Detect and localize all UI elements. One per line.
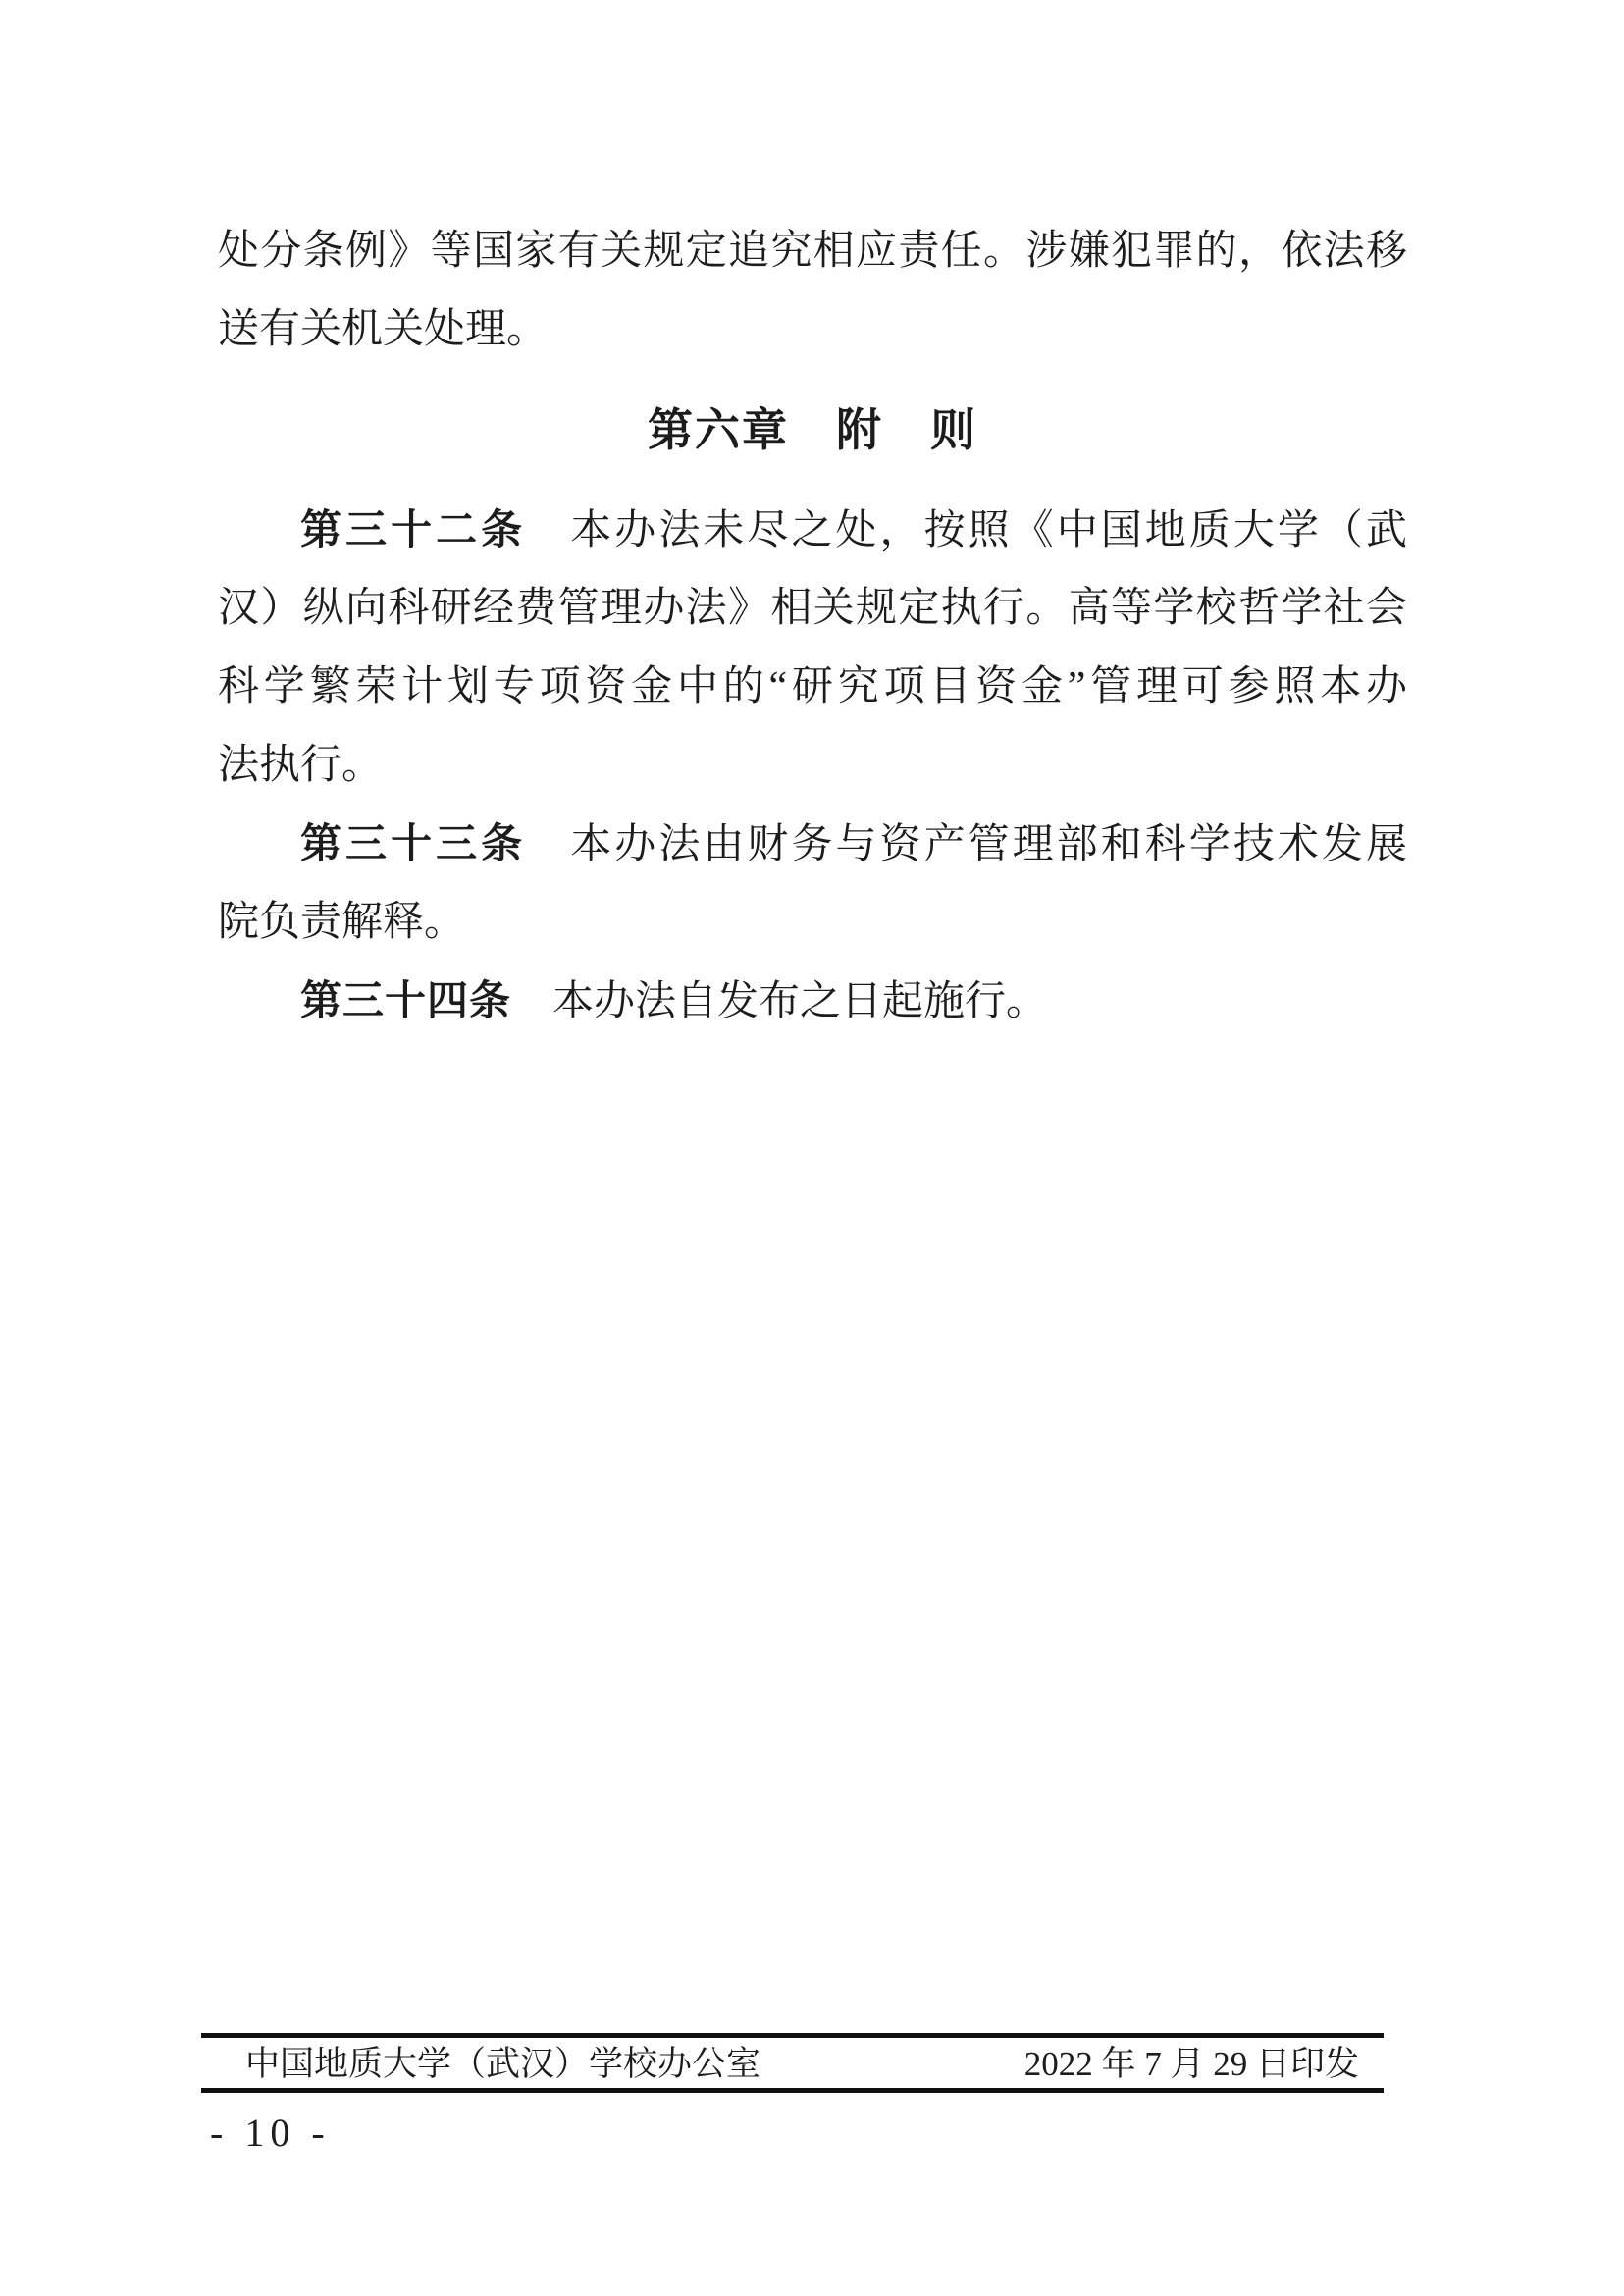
footer-rule-bottom — [201, 2088, 1384, 2093]
article-32-text-1: 本办法未尽之处，按照《中国地质大学（武 — [526, 508, 1407, 553]
document-body — [218, 212, 1407, 1040]
article-33-line-1 — [218, 805, 1407, 883]
article-32-line-2: 汉）纵向科研经费管理办法》相关规定执行。高等学校哲学社会 — [218, 586, 1407, 631]
article-32-line-3: 科学繁荣计划专项资金中的“研究项目资金”管理可参照本办 — [218, 664, 1407, 709]
footer-row — [201, 2038, 1384, 2085]
article-33-number: 第三十三条 — [300, 820, 527, 866]
article-33-line-2: 院负责解释。 — [218, 900, 466, 945]
article-32-line-4: 法执行。 — [218, 743, 384, 788]
footer-issuer: 中国地质大学（武汉）学校办公室 — [245, 2045, 761, 2083]
footer-print-date: 2022 年 7 月 29 日印发 — [1023, 2045, 1359, 2083]
chapter-6-heading: 第六章 附 则 — [648, 404, 977, 455]
paragraph-penalty-line-2: 送有关机关处理。 — [218, 307, 549, 352]
paragraph-penalty-line-1: 处分条例》等国家有关规定追究相应责任。涉嫌犯罪的，依法移 — [218, 229, 1407, 274]
page-number: - 10 - — [210, 2111, 331, 2155]
article-33-text-1: 本办法由财务与资产管理部和科学技术发展 — [526, 822, 1407, 867]
article-34-text-1: 本办法自发布之日起施行。 — [511, 979, 1048, 1024]
article-32-number: 第三十二条 — [300, 506, 527, 552]
article-34-line-1 — [218, 962, 1407, 1040]
article-32-line-1 — [218, 491, 1407, 569]
article-34-number: 第三十四条 — [300, 977, 512, 1023]
